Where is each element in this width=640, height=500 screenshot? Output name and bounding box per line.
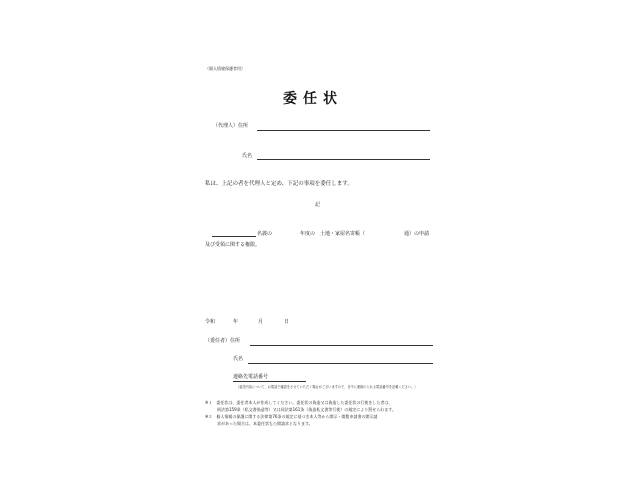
delegation-part1: 名義の [257, 231, 273, 237]
agent-name-label: 氏名 [242, 153, 253, 159]
holder-name-line[interactable] [212, 236, 256, 237]
date-day: 日 [284, 319, 290, 325]
date-month: 月 [258, 319, 264, 325]
note-line-4: 求があった場合は、本委任状も公開請求となります。 [205, 421, 313, 426]
delegation-statement: 私は、上記の者を代理人と定め、下記の事項を委任します。 [205, 181, 353, 187]
document-title: 委任状 [283, 91, 343, 107]
delegation-line2: 及び受領に関する権限。 [205, 242, 261, 248]
date-era: 令和 [205, 319, 216, 325]
date-year: 年 [233, 319, 239, 325]
agent-address-line[interactable] [257, 130, 430, 131]
principal-name-line[interactable] [248, 363, 433, 364]
principal-name-label: 氏名 [233, 356, 244, 362]
phone-line[interactable] [233, 381, 306, 382]
agent-name-line[interactable] [257, 159, 430, 160]
header-note: （個人情報保護者用） [205, 66, 245, 71]
ki-heading: 記 [315, 202, 321, 208]
delegation-part3: 通）の申請 [404, 231, 430, 237]
note-line-2: 刑法第159条（私文書偽造等）又は同法第161条（偽造私文書等行使）の規定により罰せられます。 [205, 407, 396, 412]
principal-address-line[interactable] [250, 345, 433, 346]
phone-note: （委任内容について、お電話で確認をさせていただく場合がございますので、日中に連絡のとれる電話番号を記載ください。） [236, 385, 418, 389]
agent-address-label: （代理人）住所 [213, 123, 249, 129]
phone-label: 連絡先電話番号 [233, 374, 269, 380]
delegation-part2: 年度の 土地・家屋名寄帳（ [300, 231, 366, 237]
principal-address-label: （委任者）住所 [205, 338, 241, 344]
note-line-3: ※２ 個人情報の保護に関する法律第76条の規定に基づき本人等から開示・閲覧申請書の開示請 [205, 414, 378, 419]
note-line-1: ※１ 委任状は、委任者本人が作成してください。委任状の偽造又は偽造した委任状の行使をした者は、 [205, 400, 393, 405]
